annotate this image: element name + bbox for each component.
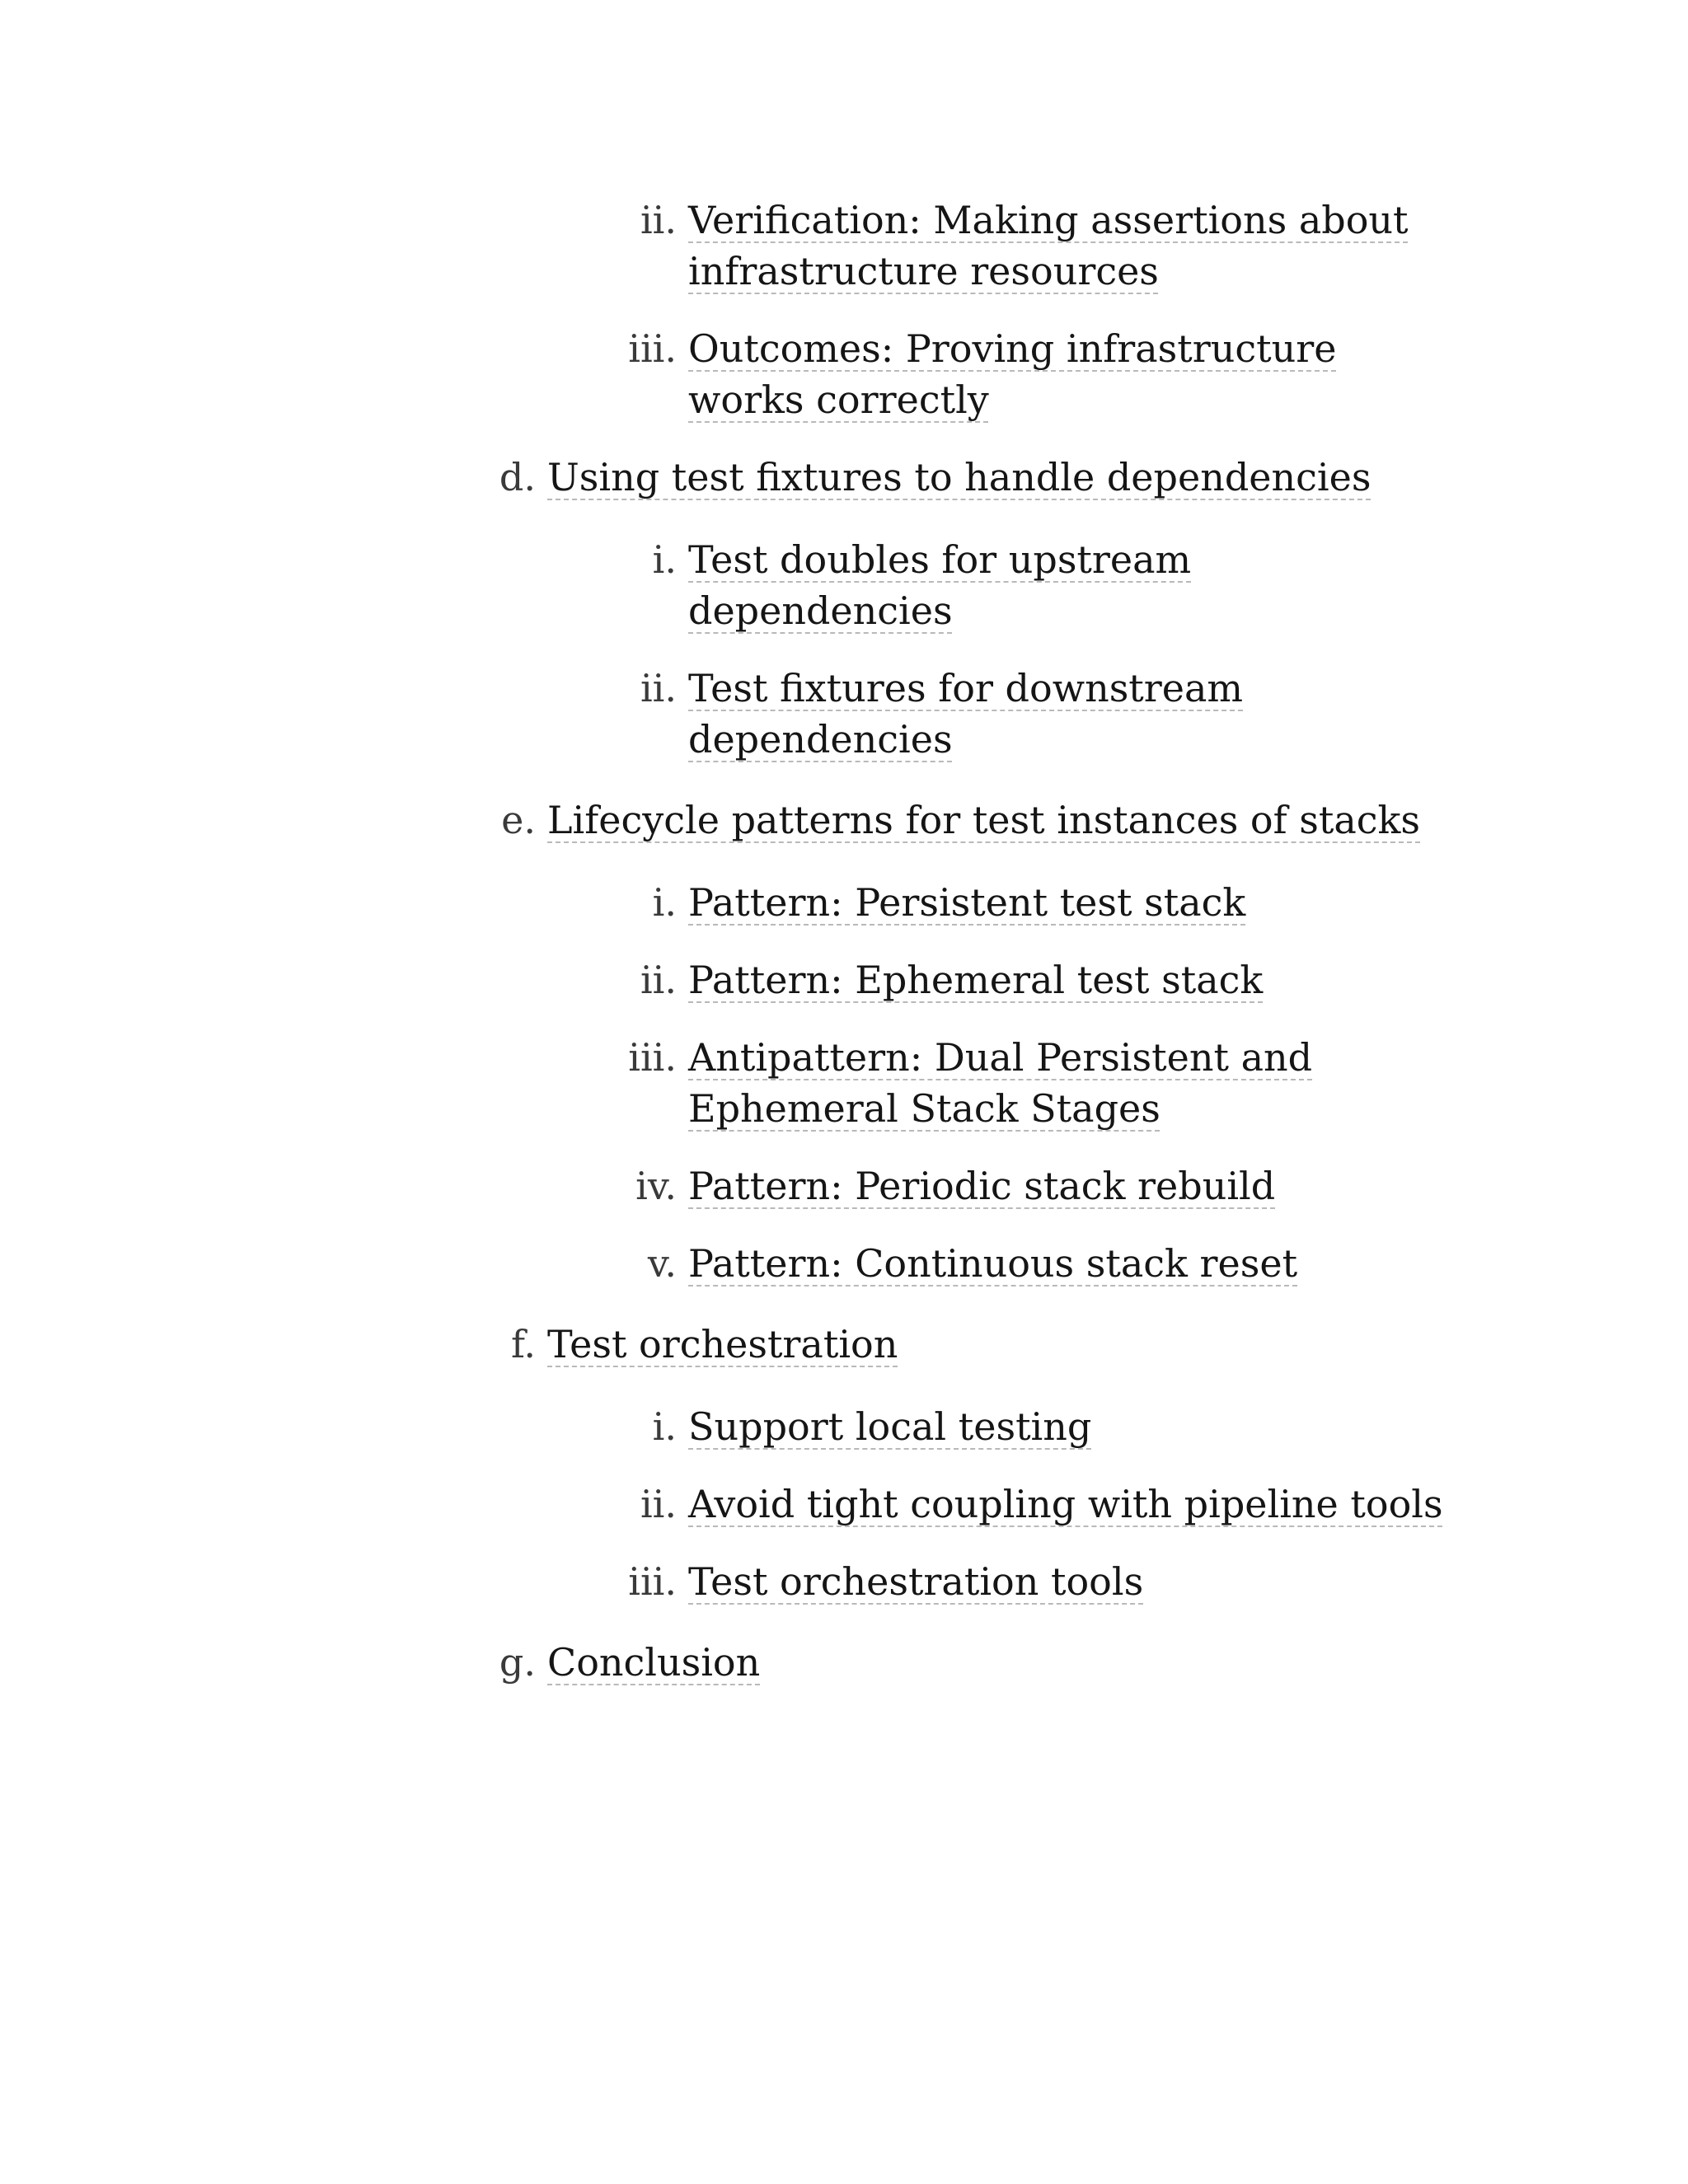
toc-entry-continuous: [548, 1238, 1537, 1289]
toc-entry-test-orchestration: [467, 1319, 1538, 1370]
toc-link-orchestration-tools[interactable]: Test orchestration tools: [688, 1559, 1144, 1604]
toc-entry-antipattern: [548, 1032, 1372, 1134]
toc-entry-outcomes: [548, 323, 1339, 425]
entry-number: e.: [501, 798, 536, 842]
toc-link-persistent[interactable]: Pattern: Persistent test stack: [688, 880, 1246, 925]
toc-link-local-testing[interactable]: Support local testing: [688, 1404, 1092, 1449]
entry-number: i.: [652, 880, 677, 925]
toc-entry-lifecycle: [467, 794, 1538, 846]
toc-link-outcomes[interactable]: Outcomes: Proving infrastructure works correctly: [688, 326, 1337, 422]
toc-link-conclusion[interactable]: Conclusion: [547, 1640, 761, 1685]
entry-number: d.: [499, 455, 536, 499]
toc-entry-conclusion: [467, 1637, 1538, 1688]
toc-link-continuous[interactable]: Pattern: Continuous stack reset: [688, 1241, 1298, 1286]
toc-entry-tight-coupling: [548, 1479, 1578, 1530]
toc-entry-local-testing: [548, 1401, 1537, 1452]
toc-entry-ephemeral: [548, 954, 1537, 1005]
toc-entry-periodic: [548, 1160, 1537, 1212]
toc-link-test-doubles[interactable]: Test doubles for upstream dependencies: [688, 537, 1192, 633]
toc-link-verification[interactable]: Verification: Making assertions about infrastructure resources: [688, 198, 1409, 293]
toc-link-test-orchestration[interactable]: Test orchestration: [547, 1322, 898, 1366]
toc-link-periodic[interactable]: Pattern: Periodic stack rebuild: [688, 1164, 1276, 1208]
entry-number: v.: [647, 1241, 677, 1286]
entry-number: ii.: [640, 198, 677, 242]
toc-link-lifecycle[interactable]: Lifecycle patterns for test instances of stacks: [547, 798, 1421, 842]
entry-number: iii.: [628, 326, 677, 371]
toc-entry-test-fixtures: [467, 452, 1538, 503]
entry-number: i.: [652, 537, 677, 582]
entry-number: f.: [510, 1322, 536, 1366]
entry-number: i.: [652, 1404, 677, 1449]
entry-number: iii.: [628, 1035, 677, 1080]
toc-entry-persistent: [548, 877, 1537, 928]
entry-number: iv.: [635, 1164, 677, 1208]
entry-number: ii.: [640, 666, 677, 710]
toc-entry-orchestration-tools: [548, 1556, 1537, 1607]
entry-number: ii.: [640, 958, 677, 1002]
toc-entry-downstream: [548, 663, 1306, 765]
toc-link-test-fixtures[interactable]: Using test fixtures to handle dependencies: [547, 455, 1372, 499]
toc-link-downstream[interactable]: Test fixtures for downstream dependencies: [688, 666, 1244, 762]
toc-entry-test-doubles: [548, 534, 1290, 636]
entry-number: g.: [499, 1640, 536, 1685]
toc-link-antipattern[interactable]: Antipattern: Dual Persistent and Ephemeral Stack Stages: [688, 1035, 1313, 1131]
toc-link-tight-coupling[interactable]: Avoid tight coupling with pipeline tools: [688, 1482, 1443, 1526]
entry-number: iii.: [628, 1559, 677, 1604]
entry-number: ii.: [640, 1482, 677, 1526]
toc-entry-verification: [548, 194, 1414, 297]
toc-link-ephemeral[interactable]: Pattern: Ephemeral test stack: [688, 958, 1264, 1002]
